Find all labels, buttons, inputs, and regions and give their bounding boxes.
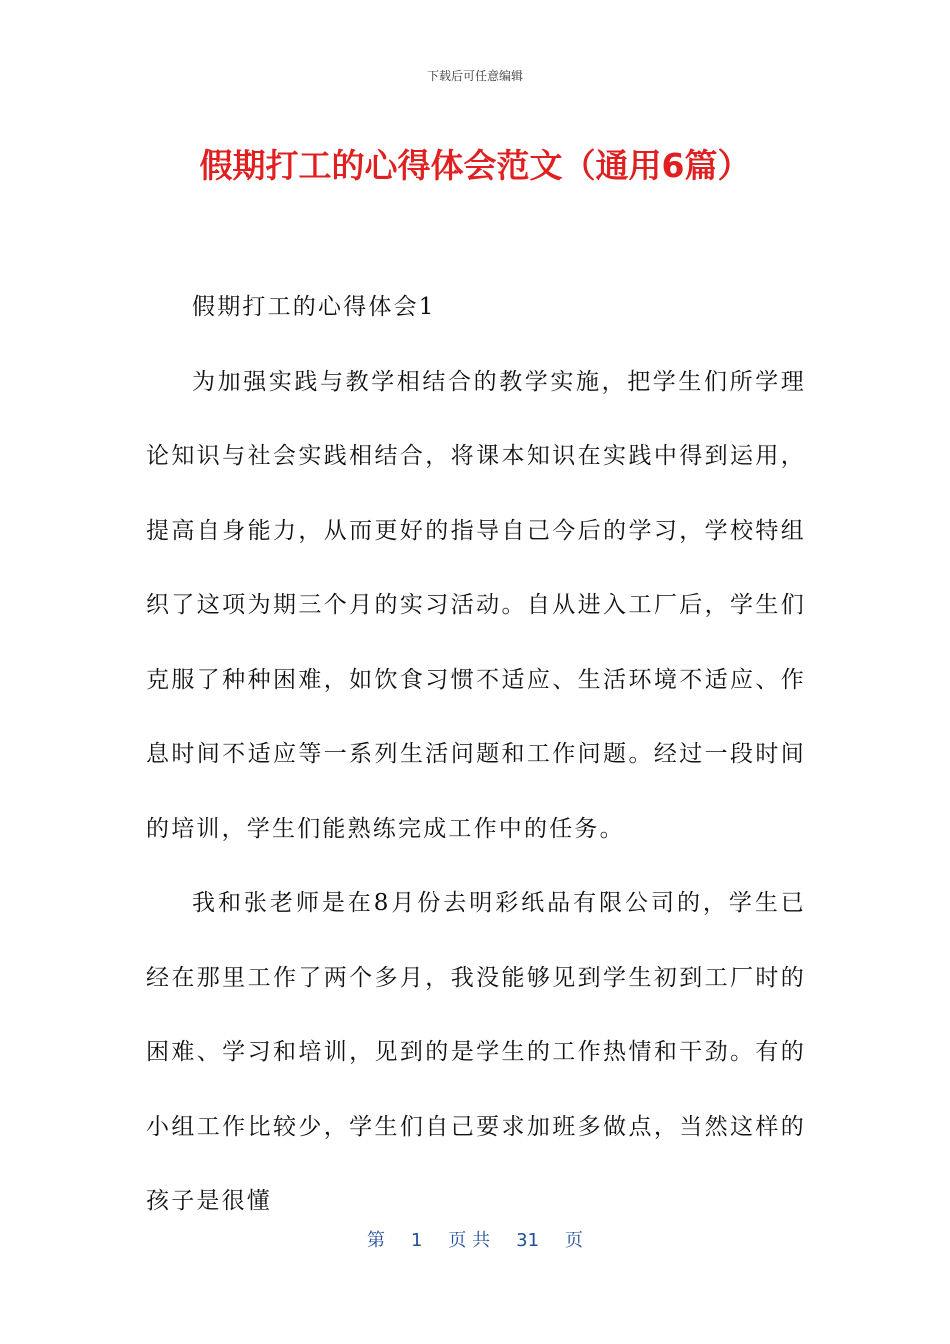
current-page-number: 1 [410, 1230, 423, 1251]
footer-middle: 页 共 [448, 1230, 491, 1251]
total-pages-number: 31 [516, 1230, 540, 1251]
document-title: 假期打工的心得体会范文（通用6篇） [199, 146, 751, 185]
section-heading: 假期打工的心得体会1 [192, 294, 436, 320]
body-paragraph: 我和张老师是在8月份去明彩纸品有限公司的，学生已经在那里工作了两个多月，我没能够见到学生初到工厂时的困难、学习和培训，见到的是学生的工作热情和干劲。有的小组工作比较少，学生们自己要求加班多做点，当然这样的孩子是很懂 [146, 890, 806, 1214]
footer-suffix: 页 [565, 1230, 584, 1251]
footer-prefix: 第 [366, 1230, 385, 1251]
header-note: 下载后可任意编辑 [426, 69, 523, 83]
body-paragraph: 为加强实践与教学相结合的教学实施，把学生们所学理论知识与社会实践相结合，将课本知识在实践中得到运用，提高自身能力，从而更好的指导自己今后的学习，学校特组织了这项为期三个月的实习活动。自从进入工厂后，学生们克服了种种困难，如饮食习惯不适应、生活环境不适应、作息时间不适应等一系列生活问题和工作问题。经过一段时间的培训，学生们能熟练完成工作中的任务。 [146, 368, 806, 842]
document-body [146, 270, 806, 1239]
page-footer [0, 1226, 950, 1252]
